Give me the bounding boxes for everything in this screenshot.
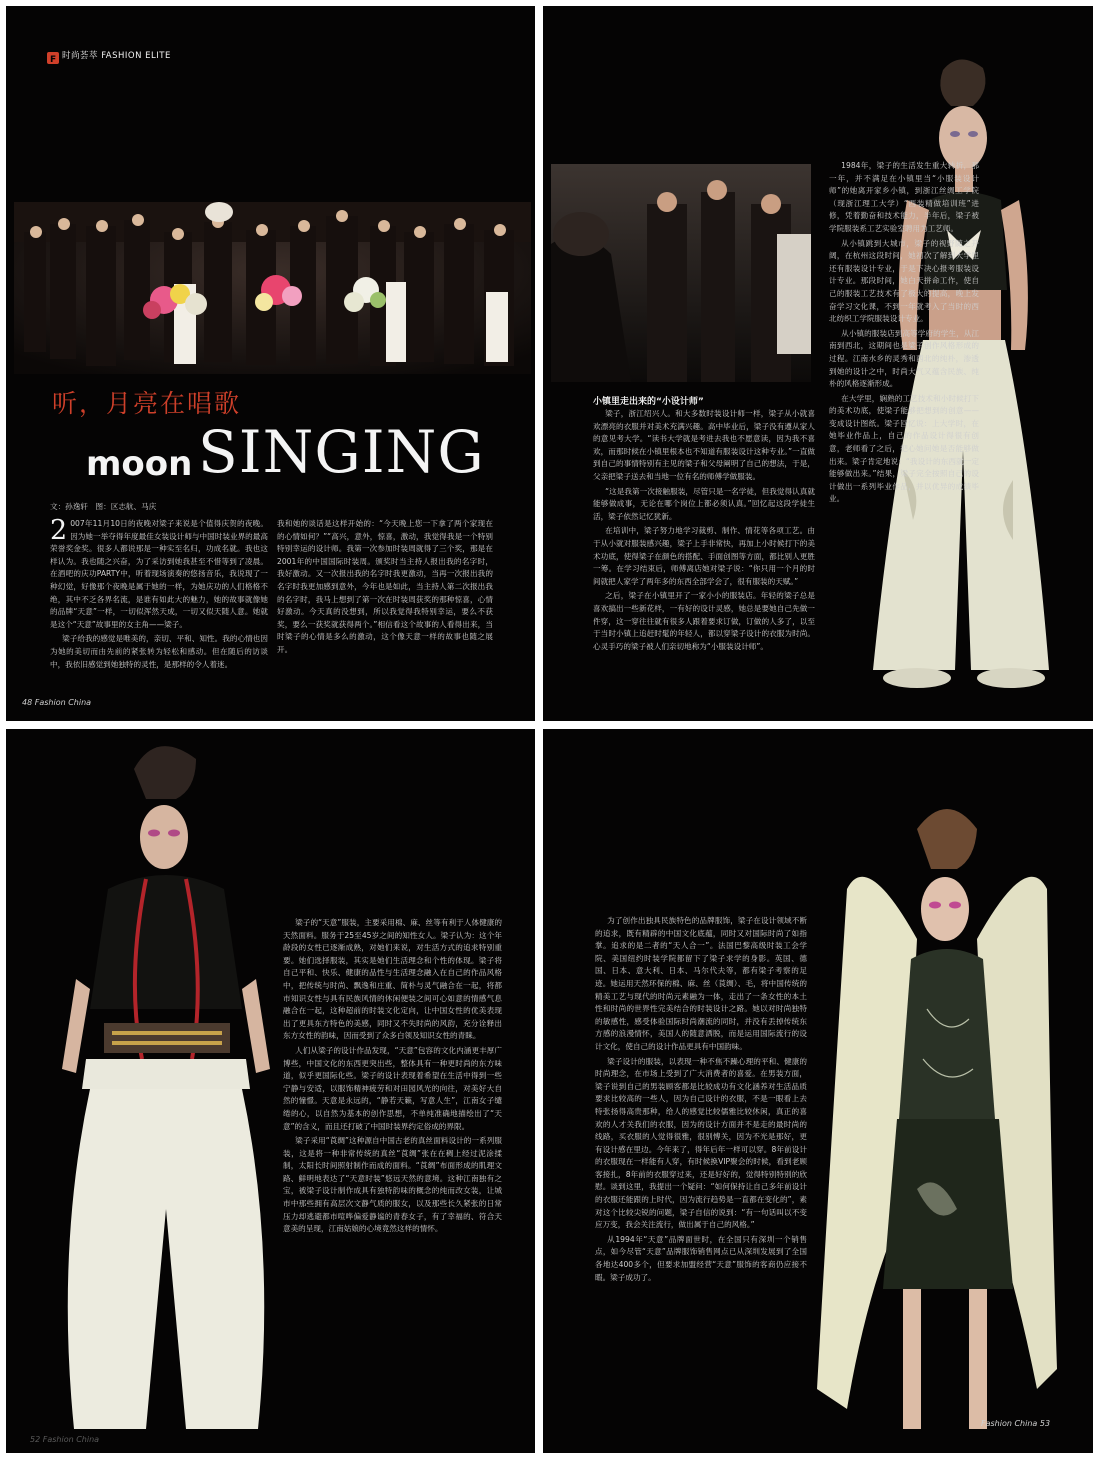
col2-paragraph-4: 之后，梁子在小镇里开了一家小小的服装店。年轻的梁子总是喜欢搞出一些新花样，一有好的设计灵感，她总是要她自己先做一件穿，这一穿往往就有很多人跟着要求订做，订做的人多了，以至于当时小镇上追赶时髦的年轻人，都以穿梁子设计的衣服为时尚。心灵手巧的梁子被人们亲切地称为“小服装设计师”。 [593,591,815,651]
page-number-52: 52 Fashion China [30,1435,100,1444]
intro-paragraph-2: 梁子给我的感觉是唯美的，亲切、平和、知性。我的心情也因为她的美切而由先前的紧张转为轻松和感动。但在随后的访谈中，我依旧感觉到她独特的灵性，是那样的令人着迷。 [50,634,268,669]
col2-paragraph-3: 在培训中，梁子努力地学习裁剪、制作、情花等各项工艺。由于从小就对服装感兴趣，梁子上手非常快，再加上小时候打下的美术功底，使得梁子在颜色的搭配、手面创图等方面，都比别人更胜一筹。在学习结束后，师傅离店她对梁子说：“你只用一个月的时间就把人家学了两年多的东西全部学会了，很有服装的天赋。” [593,526,815,586]
model-white-trousers-photo [46,729,286,1453]
intro-column-right [277,518,493,659]
runway-finale-photo [14,202,531,374]
magazine-logo-icon [47,49,59,64]
body-column-3 [829,160,979,508]
col4-paragraph-2: 人们从梁子的设计作品发现，“天意”包容的文化内涵更丰厚广博些，中国文化的东西更突出些，整体具有一种更时尚的东方味道，似乎更国际化些。梁子的设计表现着希望在生活中得到一些宁静与安适，以服饰精神疲劳和对田园风光的向往，对美好大自然的憧憬。天意是永远的，“静若天籁，写意人生”，江南女子缱绻的心，以自然为基本的创作思想，不单纯准确地描绘出了“天意”的含义，而且还打破了中国时装界约定俗成的界限。 [283,1045,502,1131]
col2-paragraph-2: “这是我第一次接触服装，尽管只是一名学徒，但我觉得认真就能够做成事，无论在哪个岗位上都必须认真。”回忆起这段学徒生活，梁子依然记忆犹新。 [593,486,815,521]
col4-paragraph-3: 梁子采用“莨绸”这种源自中国古老的真丝面料设计的一系列服装，这是将一种非常传统的真丝“莨绸”张在在稠上经过泥涂揉制，太阳长时间照射制作而成的面料。“莨绸”布面形成的肌理文路、鲜明地表达了“天意时装”悠远天然的意境。这种江南独有之宝，被梁子设计制作成具有独特韵味的概念的纯而改女装，让城市中那些拥有高层次文静气质的服女，以及那些长久紧张的日常压力却逃避都市喧哗偏爱静谧的青春女子，有了幸福的、符合天意美的呈现，江南姑娘的心境竟然这样的情怀。 [283,1136,502,1234]
subheading: 小镇里走出来的“小设计师” [593,397,704,407]
intro-column-left [50,515,268,673]
intro-paragraph-1: 007年11月10日的夜晚对梁子来说是个值得庆贺的夜晚。因为她一举夺得年度最佳女装设计师与中国时装业界的最高荣誉奖金奖。很多人都说那是一种实至名归，功成名就。我也这样认为。我也随之兴奋，为了采访到她我甚至不惜等到了凌晨。在酒吧的庆功PARTY中，听着现场演奏的悠扬音乐，我说现了一种幻觉，好像那个夜晚是属于她的一样，为她庆功的人们格格不绝，其中不乏各界名流，是谁有如此大的魅力，她的故事就像她的品牌“天意”一样，一切似浑然天成，一切又似天随人意。她就是这个“天意”故事里的女主角——梁子。 [50,519,268,629]
body-column-5 [595,915,807,1286]
col4-paragraph-1: 梁子的“天意”服装，主要采用棉、麻、丝等有利于人体健康的天然面料。服务于25至45岁之间的知性女人。梁子认为：这个年龄段的女性已逐渐成熟，对她们来说，对生活方式的追求特别重要。她们选择服装，其实是她们生活理念和个性的体现。梁子将自己平和、快乐、健康的品性与生活理念融入在自己的作品风格中，把传统与时尚、飘逸和庄重、简朴与灵气融合在一起，将都市知识女性与具有民族风情的休闲便装之间可心如意的情感气息融合在一起，这种超前的时装文化定向，让中国女性的优美表现出了更具东方特色的美感，同时又不失时尚的风韵，充分诠释出东方女性的韵味，因而受到了众多白领及知识女性的青睐。 [283,918,502,1041]
page-52 [6,729,535,1453]
section-header: 时尚荟萃 FASHION ELITE [62,51,171,61]
article-title-en-small: moon [86,444,193,484]
page-49 [543,6,1093,721]
col3-paragraph-2: 从小镇跳到大城市，梁子的视野随之开阔，在杭州这段时间，她初次了解到大学里还有服装设计专业，于是下决心报考服装设计专业。那段时间，她白天拼命工作，使自己的服装工艺技术有了极大的提高，晚上发奋学习文化课，不到一年就考入了当时的西北纺织工学院服装设计专业。 [829,238,979,324]
page-number-53: Fashion China 53 [981,1419,1051,1428]
svg-text:F: F [50,55,57,64]
col5-paragraph-2: 梁子设计的服装，以表现一种不焦不躁心理的平和、健康的时尚理念，在市场上受到了广大消费者的喜爱。在男装方面，梁子说到自己的男装顾客都是比较成功有文化涵养对生活品质要求比较高的一些人，因为自己设计的衣服，不是一眼看上去特张扬得高贵那种，给人的感觉比较儒雅比较休闲，真正的喜欢的人才关我们的衣服，因为的设计方面并不是走的最时尚的线路，买衣服的人觉得很雅，很别愽关，因为不光是那好，更有设计感在里边。今年来了，得年后年一样可以穿。8年前设计的衣服现在一样能有人穿，有时候换VIP聚会的时候，看到老顾客接扎，8年前的衣服穿过来，还是好好的，觉得特别特别的欣慰。谈到这里，我提出一个疑问：“如何保持让自己多年前设计的衣服还能跟的上时代，因为流行趋势是一直都在变化的”，素对这个比较尖锐的问题，梁子自信的说到：“有一句话叫以不变应万变，我会关注流行，做出属于自己的风格。” [595,1056,807,1230]
body-column-4 [283,917,502,1238]
byline: 文：孙逸轩 图：区志航、马庆 [50,502,157,511]
page-53 [543,729,1093,1453]
article-title-cn: 听，月亮在唱歌 [52,389,242,418]
drop-cap: 2 [50,515,68,546]
col2-paragraph-1: 梁子，浙江绍兴人。和大多数时装设计师一样，梁子从小就喜欢漂亮的衣服并对美术充满兴趣。高中毕业后，梁子没有遵从家人的意见考大学。“读书大学就是考进去我也不愿意读，因为我不喜欢，而那时候在小镇里根本也不知道有服装设计这种专业。”一直做到自己的事情特别有主见的梁子和父母阐明了自己的想法，于是，父亲把梁子送去和当地一位有名的师傅学做服装。 [593,409,815,481]
article-title-en-large: SINGING [198,418,485,486]
col3-paragraph-3: 从小镇的服装店到高等学府的学生，从江南到西北，这期间也是梁子创作风格形成的过程。江南水乡的灵秀和西北的纯朴，渗透到她的设计之中，时尚大气又蕴含民族、纯朴的风格逐渐形成。 [829,328,979,389]
col5-paragraph-1: 为了创作出独具民族特色的品牌服饰，梁子在设计领域不断的追求，既有精辟的中国文化底蕴，同时又对国际时尚了如指掌。追求的是二者的“天人合一”。法国巴黎高级时装工会学院、美国纽约时装学院都留下了梁子求学的身影。英国、德国、日本、意大利、日本、马尔代夫等，都有梁子考察的足迹。她运用天然环保的棉、麻、丝（莨绸）、毛，将中国传统的精美工艺与现代的时尚元素融为一体，走出了一条女性的本土性和时尚的世界性完美结合的时装设计之路。她以对时尚独特的敏感性，感受体验国际时尚潮流的同时，并没有丢掉传统东方感的浪漫情怀，美国人的随意洒脱，而是运用国际流行的设计文化，使自己的设计作品更具有中国韵味。 [595,916,807,1051]
runway-show-photo [551,164,811,382]
intro-paragraph-3: 我和她的谈话是这样开始的：“今天晚上您一下拿了两个家现在的心情如何？”“高兴，意外，惊喜，激动，我觉得我是一个特别特别幸运的设计师。我第一次参加时装周就得了三个奖，那是在2001年的中国国际时装周。颁奖时当主持人报出我的名字时，我好激动。又一次报出我的名字时我更激动，当再一次报出我的名字时我更加感到意外，今年也是如此，当主持人第二次报出我的名字时，我马上想到了第一次在时装周获奖的那种惊喜，心情好激动。今天真的没想到，所以我觉得我特别幸运，要么不获奖，要么一获奖就获得两个。”相信看这个故事的人看得出来，当时梁子的心情是多么的激动，这个像天意一样的故事也随之展开。 [277,519,493,654]
col3-paragraph-1: 1984年，梁子的生活发生重大转折，那一年，并不满足在小镇里当“小服装设计师”的她离开家乡小镇，到浙江丝绸工学院（现浙江理工大学）“西装精做培训班”进修，凭着勤奋和技术能力，半年后，梁子被学院服装系工艺实验室聘用为工艺师。 [829,161,979,233]
col5-paragraph-3: 从1994年“天意”品牌面世时，在全国只有深圳一个销售点，如今尽管“天意”品牌服饰销售网点已从深圳发展到了全国各地达400多个，但要求加盟经营“天意”服饰的客商仍应接不暇。梁子成功了。 [595,1234,807,1282]
body-column-2 [593,408,815,655]
page-48 [6,6,535,721]
col3-paragraph-4: 在大学里，娴熟的工艺技术和小时候打下的美术功底，使梁子能够把想到的创意——变成设计图纸。梁子回忆说：上大学时，在她毕业作品上，自己的作品设计得很有创意，老师看了之后，把心她问她是否能够做出来。梁子肯定地说：“我设计的东西就一定能够做出来。”结果，梁子完全按照自己的设计做出一系列毕业作品，并以优异的成绩毕业。 [829,393,979,504]
page-number-48: 48 Fashion China [22,698,92,707]
model-white-coat-photo [807,789,1063,1453]
